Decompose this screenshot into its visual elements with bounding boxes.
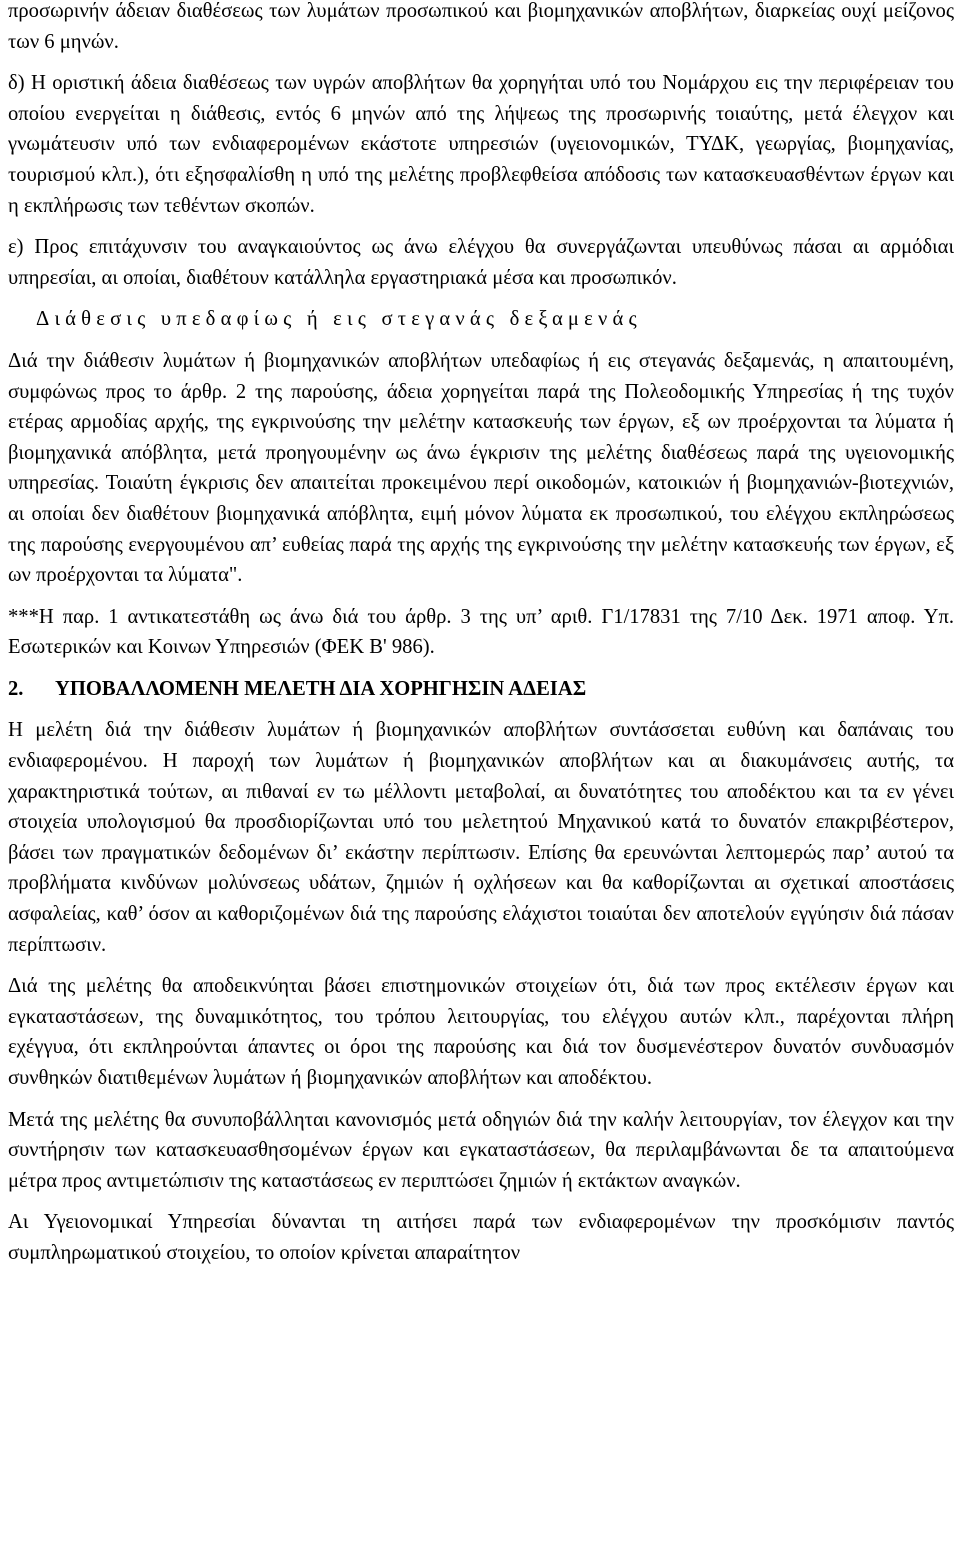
paragraph-intro: προσωρινήν άδειαν διαθέσεως των λυμάτων προσωπικού και βιομηχανικών αποβλήτων, διαρκείας ουχί μείζονος των 6 μηνών. [8, 0, 954, 53]
paragraph-underground-disposal: Διά την διάθεσιν λυμάτων ή βιομηχανικών αποβλήτων υπεδαφίως ή εις στεγανάς δεξαμενάς, η απαιτουμένη, συμφώνως προς το άρθρ. 2 της παρούσης, άδεια χορηγείται παρά της Πολεοδομικής Υπηρεσίας ή της τυχόν ετέρας αρμοδίας αρχής, της εγκρινούσης την μελέτην κατασκευής των έργων, εξ ων προέρχονται τα λύματα ή βιομηχανικά απόβλητα, μετά προηγουμένην ως άνω έγκρισιν της μελέτης διαθέσεως παρά της υγειονομικής υπηρεσίας. Τοιαύτη έγκρισις δεν απαιτείται προκειμένου περί οικοδομών, κατοικιών ή βιομηχανιών-βιοτεχνιών, αι οποίαι δεν διαθέτουν βιομηχανικά απόβλητα, ειμή μόνον λύματα εκ προσωπικού, του ελέγχου εκπληρώσεως της παρούσης ενεργουμένου απ’ ευθείας παρά της αρχής της εγκρινούσης την μελέτην κατασκευής των έργων, εξ ων προέρχονται τα λύματα". [8, 349, 954, 587]
section-title: ΥΠΟΒΑΛΛΟΜΕΝΗ ΜΕΛΕΤΗ ΔΙΑ ΧΟΡΗΓΗΣΙΝ ΑΔΕΙΑΣ [55, 677, 587, 700]
paragraph-item-e: ε) Προς επιτάχυνσιν του αναγκαιούντος ως άνω ελέγχου θα συνεργάζωνται υπευθύνως πάσαι αι αρμόδιαι υπηρεσίαι, αι οποίαι, διαθέτουν κατάλληλα εργαστηριακά μέσα και προσωπικόν. [8, 236, 954, 289]
paragraph-health-services: Αι Υγειονομικαί Υπηρεσίαι δύνανται τη αιτήσει παρά των ενδιαφερομένων την προσκόμισιν παντός συμπληρωματικού στοιχείου, το οποίον κρίνεται απαραίτητον [8, 1211, 954, 1264]
subheading-text: Διάθεσις υπεδαφίως ή εις στεγανάς δεξαμενάς [36, 308, 642, 331]
paragraph-study: Η μελέτη διά την διάθεσιν λυμάτων ή βιομηχανικών αποβλήτων συντάσσεται ευθύνη και δαπάναις του ενδιαφερομένου. Η παροχή των λυμάτων ή βιομηχανικών αποβλήτων και αι διακυμάνσεις αυτής, τα χαρακτηριστικά τούτων, αι πιθαναί εν τω μέλλοντι μεταβολαί, αι δυνατότητες του αποδέκτου και τα εν γένει στοιχεία υπολογισμού θα προσδιορίζωνται υπό του μελετητού Μηχανικού κατά το δυνατόν επακριβέστερον, βάσει των πραγματικών δεδομένων δι’ εκάστην περίπτωσιν. Επίσης θα ερευνώνται λεπτομερώς παρ’ αυτού τα προβλήματα κινδύνων μολύνσεως υδάτων, ζημιών ή οχλήσεων και θα καθορίζωνται αι σχετικαί αποστάσεις ασφαλείας, καθ’ όσον αι καθοριζομένων διά της παρούσης ελάχιστοι τοιαύται δεν αποτελούν εγγύησιν διά πάσαν περίπτωσιν. [8, 719, 954, 956]
document-page [8, 0, 954, 1280]
paragraph-item-d: δ) Η οριστική άδεια διαθέσεως των υγρών αποβλήτων θα χορηγήται υπό του Νομάρχου εις την περιφέρειαν του οποίου ενεργείται η διάθεσις, εντός 6 μηνών από της λήψεως της προσωρινής τοιαύτης, μετά έλεγχον και γνωμάτευσιν υπό των ενδιαφερομένων εκάστοτε υπηρεσιών (υγειονομικών, ΤΥΔΚ, γεωργίας, βιομηχανίας, τουρισμού κλπ.), ότι εξησφαλίσθη η υπό της μελέτης προβλεφθείσα απόδοσις των κατασκευασθέντων έργων και η εκπλήρωσις των τεθέντων σκοπών. [8, 72, 954, 217]
subheading-underground-disposal [8, 304, 954, 335]
amendment-note: ***Η παρ. 1 αντικατεστάθη ως άνω διά του άρθρ. 3 της υπ’ αριθ. Γ1/17831 της 7/10 Δεκ. 1971 αποφ. Υπ. Εσωτερικών και Κοινων Υπηρεσιών (ΦΕΚ Β' 986). [8, 605, 954, 659]
section-number: 2. [8, 677, 24, 700]
section-2-heading [8, 674, 954, 705]
paragraph-proof: Διά της μελέτης θα αποδεικνύηται βάσει επιστημονικών στοιχείων ότι, διά των προς εκτέλεσιν έργων και εγκαταστάσεων, της δυναμικότητος, του τρόπου λειτουργίας, του ελέγχου αυτών κλπ., παρέχονται πλήρη εχέγγυα, ότι εκπληρούνται άπαντες οι όροι της παρούσης και διά τον δυσμενέστερον δυνατόν συνδυασμόν συνθηκών διατιθεμένων λυμάτων ή βιομηχανικών αποβλήτων και αποδέκτου. [8, 975, 954, 1089]
paragraph-rules: Μετά της μελέτης θα συνυποβάλληται κανονισμός μετά οδηγιών διά την καλήν λειτουργίαν, τον έλεγχον και την συντήρησιν των κατασκευασθησομένων έργων και εγκαταστάσεων, θα περιλαμβάνωνται δε τα απαιτούμενα μέτρα προς αντιμετώπισιν της καταστάσεως εν περιπτώσει ζημιών ή εκτάκτων αναγκών. [8, 1108, 954, 1192]
